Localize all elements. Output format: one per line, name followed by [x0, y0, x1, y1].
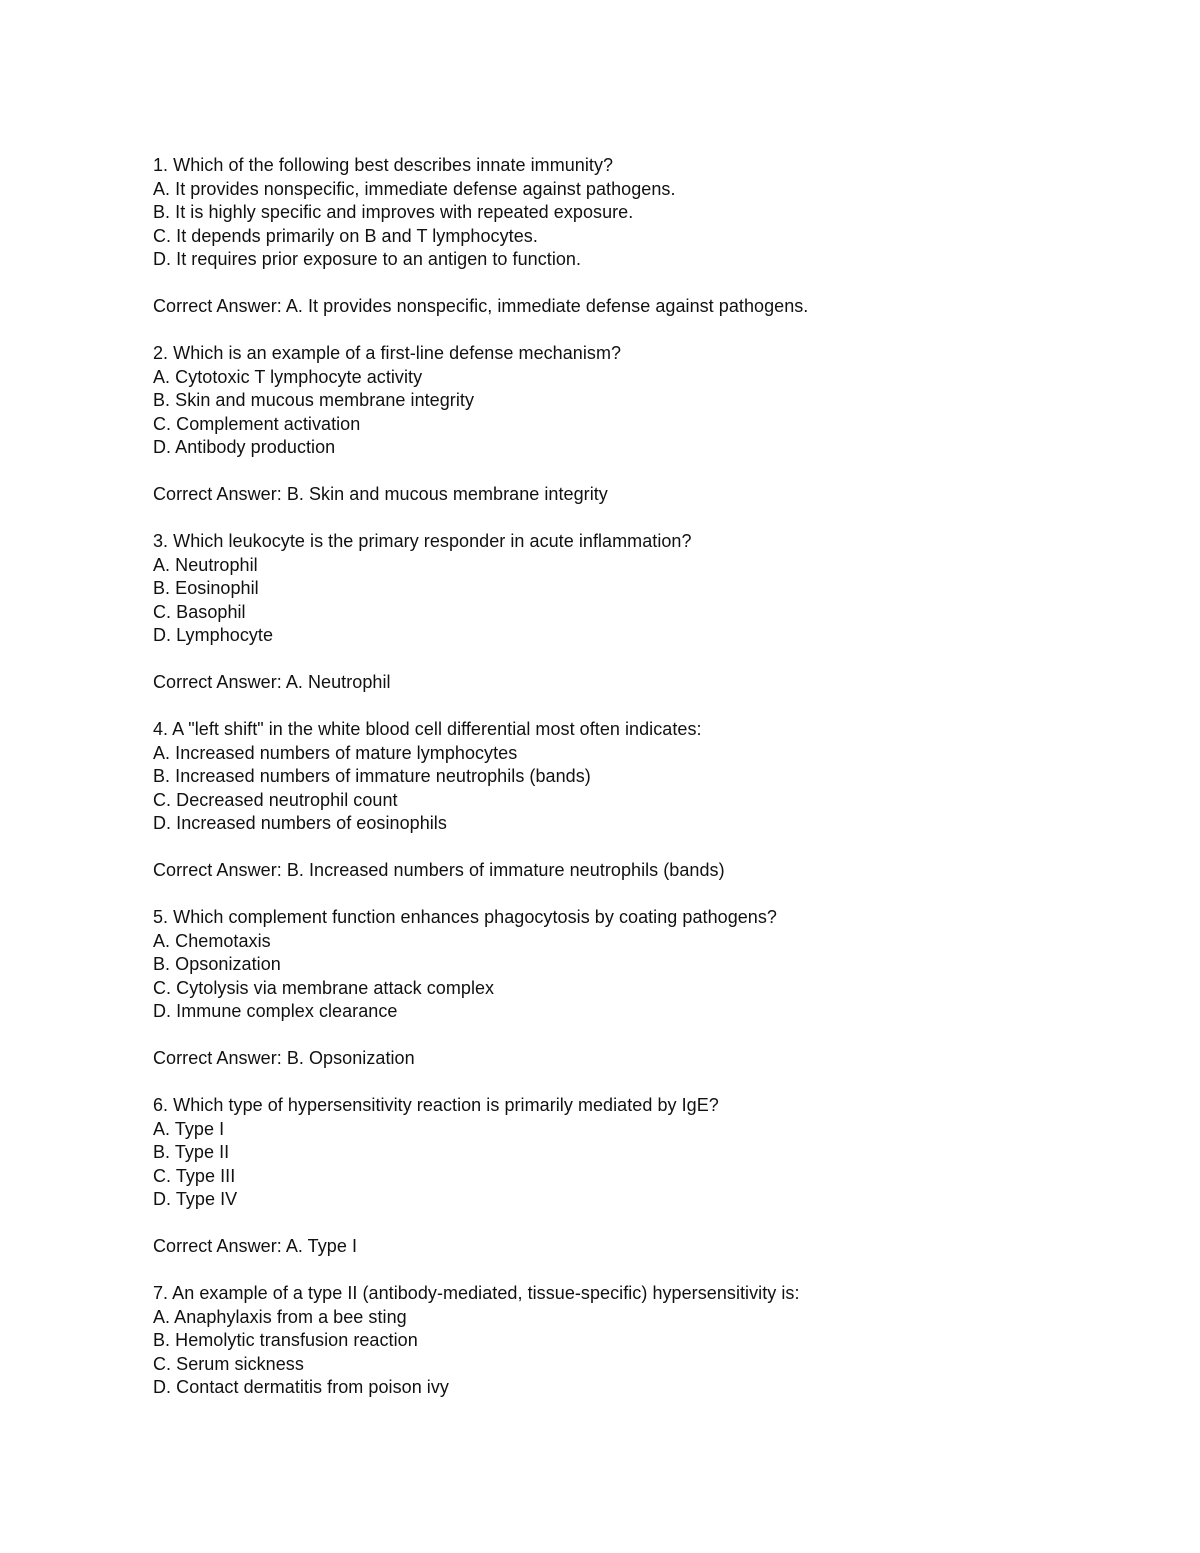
- option-d: D. Antibody production: [153, 437, 336, 457]
- correct-answer: Correct Answer: B. Skin and mucous membrane integrity: [153, 484, 608, 504]
- question-stem: 5. Which complement function enhances phagocytosis by coating pathogens?: [153, 907, 777, 927]
- correct-answer: Correct Answer: A. It provides nonspecific, immediate defense against pathogens.: [153, 296, 809, 316]
- option-d: D. Increased numbers of eosinophils: [153, 813, 447, 833]
- option-d: D. Contact dermatitis from poison ivy: [153, 1377, 449, 1397]
- question-stem: 1. Which of the following best describes innate immunity?: [153, 155, 614, 175]
- option-c: C. Type III: [153, 1165, 236, 1186]
- question-3: [153, 530, 1133, 695]
- question-stem: 2. Which is an example of a first-line defense mechanism?: [153, 343, 622, 363]
- correct-answer: Correct Answer: A. Neutrophil: [153, 672, 391, 692]
- question-list: [153, 154, 1133, 1423]
- option-c: C. It depends primarily on B and T lymphocytes.: [153, 225, 538, 246]
- option-a: A. It provides nonspecific, immediate defense against pathogens.: [153, 178, 676, 199]
- correct-answer: Correct Answer: B. Opsonization: [153, 1048, 415, 1068]
- option-d: D. Immune complex clearance: [153, 1001, 398, 1021]
- option-c: C. Decreased neutrophil count: [153, 789, 398, 810]
- question-6: [153, 1094, 1133, 1259]
- option-b: B. Skin and mucous membrane integrity: [153, 390, 474, 410]
- correct-answer: Correct Answer: A. Type I: [153, 1236, 358, 1256]
- option-b: B. It is highly specific and improves with repeated exposure.: [153, 202, 634, 222]
- option-b: B. Hemolytic transfusion reaction: [153, 1330, 418, 1350]
- option-c: C. Cytolysis via membrane attack complex: [153, 977, 495, 998]
- question-stem: 3. Which leukocyte is the primary responder in acute inflammation?: [153, 531, 692, 551]
- question-stem: 6. Which type of hypersensitivity reaction is primarily mediated by IgE?: [153, 1095, 719, 1115]
- question-1: [153, 154, 1133, 319]
- question-5: [153, 906, 1133, 1071]
- option-c: C. Basophil: [153, 601, 246, 622]
- question-2: [153, 342, 1133, 507]
- question-7: [153, 1282, 1133, 1400]
- option-a: A. Neutrophil: [153, 554, 258, 575]
- option-a: A. Increased numbers of mature lymphocytes: [153, 742, 518, 763]
- option-b: B. Opsonization: [153, 954, 281, 974]
- option-b: B. Eosinophil: [153, 578, 259, 598]
- option-c: C. Serum sickness: [153, 1353, 304, 1374]
- option-c: C. Complement activation: [153, 413, 361, 434]
- question-stem: 4. A "left shift" in the white blood cell differential most often indicates:: [153, 719, 702, 739]
- question-stem: 7. An example of a type II (antibody-mediated, tissue-specific) hypersensitivity is:: [153, 1283, 800, 1303]
- option-d: D. Type IV: [153, 1189, 238, 1209]
- option-a: A. Cytotoxic T lymphocyte activity: [153, 366, 423, 387]
- question-4: [153, 718, 1133, 883]
- option-b: B. Increased numbers of immature neutrophils (bands): [153, 766, 591, 786]
- option-d: D. Lymphocyte: [153, 625, 274, 645]
- option-a: A. Anaphylaxis from a bee sting: [153, 1306, 407, 1327]
- option-a: A. Chemotaxis: [153, 930, 271, 951]
- option-d: D. It requires prior exposure to an antigen to function.: [153, 249, 582, 269]
- option-a: A. Type I: [153, 1118, 225, 1139]
- option-b: B. Type II: [153, 1142, 230, 1162]
- correct-answer: Correct Answer: B. Increased numbers of immature neutrophils (bands): [153, 860, 725, 880]
